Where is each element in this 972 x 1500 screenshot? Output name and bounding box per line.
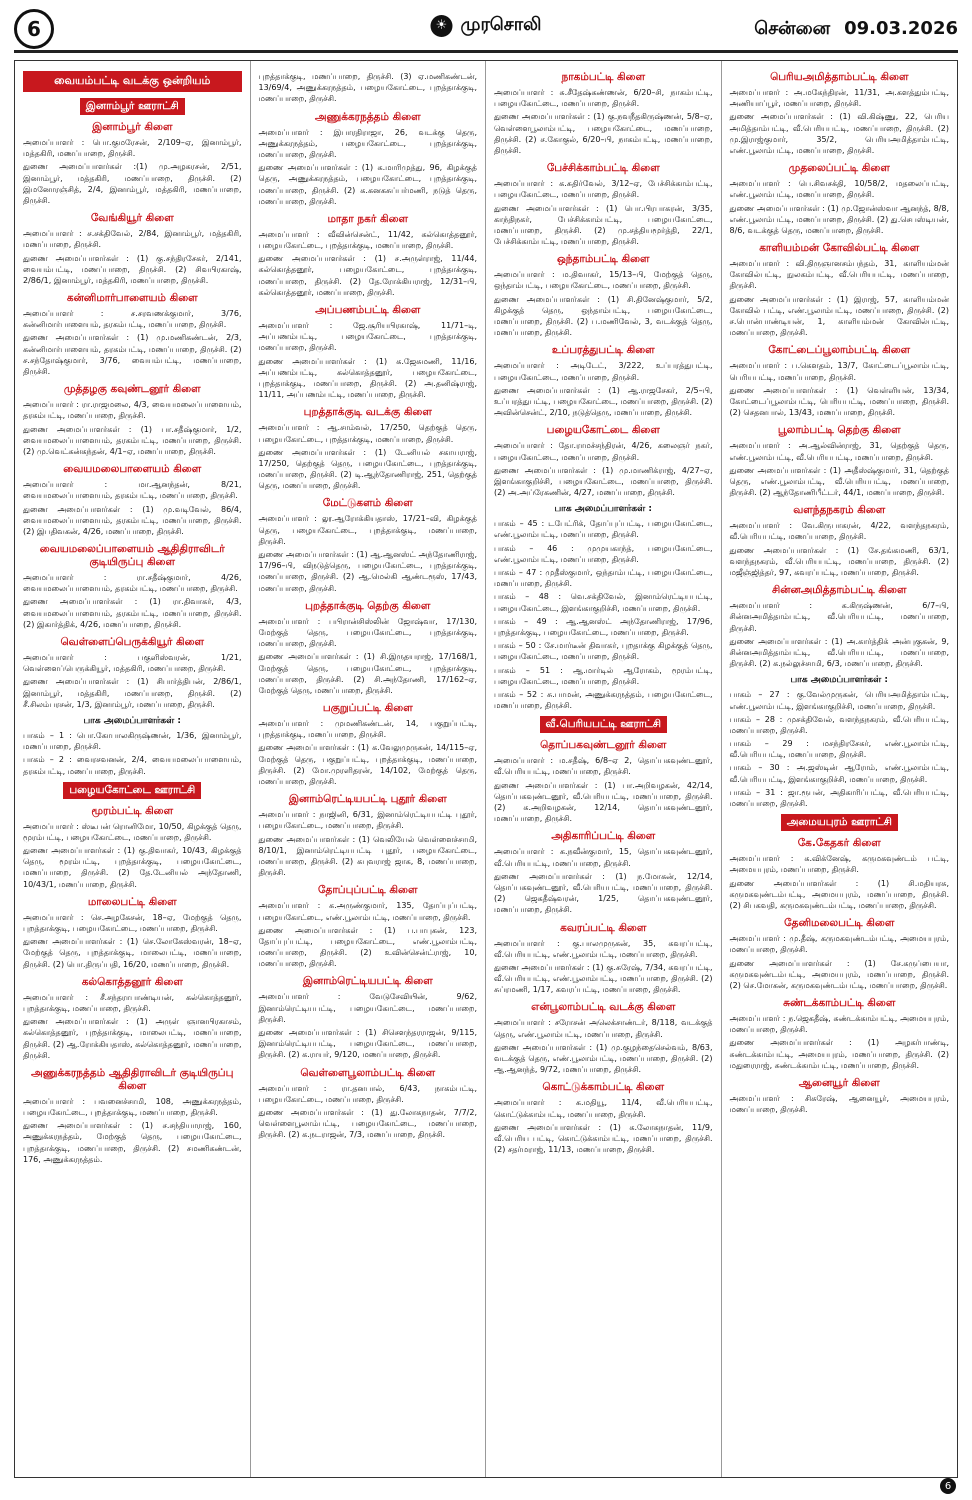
branch-heading: கொட்டுக்காம்பட்டி கிளை [542,1081,665,1094]
organizer-entry: அமைப்பாளர் : வி.திருஞானசம்பந்தம், 31, காளியம்மன் கோவில்பட்டி, நுலகம்பட்டி, வீ.பெரியபட்டி, மணப்பாறை, திருச்சி. [729,259,949,291]
organizer-entry: அமைப்பாளர் : கு.பாலமுருகன், 35, கவரப்பட்டி, வீ.பெரியபட்டி, எண்.பூலாம்பட்டி, மணப்பாறை, திருச்சி. [494,938,713,959]
branch-heading: பகுறுப்பட்டி கிளை [322,702,413,715]
branch-heading: ஆனையூர் கிளை [798,1077,880,1089]
organizer-entry: அமைப்பாளர் : வீவின்சென்ட், 11/42, கல்கொத்தனூர், பழையகோட்டை, புறத்தாக்குடி, மணப்பாறை, திருச்சி. [258,229,477,251]
union-heading: இனாம்பூர் ஊராட்சி [80,98,185,115]
branch-heading: வேங்கியூர் கிளை [90,212,174,225]
deputy-entry: துணை அமைப்பாளர்கள் : (1) மு.மணிகண்டன், 2/3, கன்னிமார்பாளையம், தரகம்பட்டி, மணப்பாறை, திருச்சி. (2) ச.சந்தோஷ்குமார், 3/76, வையம்பட்டி, மணப்பாறை, திருச்சி. [23,333,242,376]
branch-heading: என்பூலாம்பட்டி வடக்கு கிளை [531,1001,676,1014]
deputy-entry: துணை அமைப்பாளர்கள் : (1) டேனியல் சகாயராஜ், 17/250, தெற்குத் தெரு, பழையகோட்டை, புறத்தாக்குடி, மணப்பாறை, திருச்சி. (2) டி.ஆந்தோணிராஜ், 251, தெற்குத் தெரு, மணப்பாறை, திருச்சி. [258,447,477,491]
branch-heading: முதலைப்பட்டி கிளை [788,162,890,175]
bagam-entry: பாகம் – 28 : முசக்திவேல், வளந்தநகரம், வீ.பெரியபட்டி, மணப்பாறை, திருச்சி. [729,714,949,735]
organizer-entry: அமைப்பாளர் : அடிடேட், 3/222, உப்பரத்துபட்டி, பழையகோட்டை, மணப்பாறை, திருச்சி. [494,361,713,382]
continued-entry: புறத்தாக்குடி, மணப்பாறை, திருச்சி. (3) ஏ.மணிகண்டன், 13/69/4, அணுக்கரநத்தம், பழையகோட்டை, புறத்தாக்குடி, மணப்பாறை, திருச்சி. [258,72,477,104]
deputy-entry: துணை அமைப்பாளர்கள் : (1) வெலியேல் வெள்ளைச்சாமி, 8/10/1, இனாம்ரெட்டியபட்டி புதூர், பழையகோட்டை, மணப்பாறை, திருச்சி. (2) கபுவராஜ் ஜாக, 8, மணப்பாறை, திருச்சி. [258,834,477,878]
organizer-entry: அமைப்பாளர் : சு.சீதேஷ்கண்ணன், 6/20–சி, நாகம்பட்டி, பழையகோட்டை, மணப்பாறை, திருச்சி. [494,88,713,109]
organizer-entry: அமைப்பாளர் : பொ.குமரேசன், 2/109–ஏ, இனாம்பூர், மத்தகிரி, மணப்பாறை, திருச்சி. [23,138,242,159]
deputy-entry: துணை அமைப்பாளர்கள் : (1) க.ஜேசுமணி, 11/16, அப்பணம்பட்டி, கல்கொத்தனூர், பழையகோட்டை, புறத்தாக்குடி, மணப்பாறை, திருச்சி. (2) அ.தனிஷ்ராஜ், 11/11, அப்பணம்பட்டி, மணப்பாறை, திருச்சி. [258,356,477,400]
organizer-entry: அமைப்பாளர் : இபாரதிராஜா, 26, வடக்கு தெரு, அணுக்கரநத்தம், பழையகோட்டை, புறத்தாக்குடி, மணப்பாறை, திருச்சி. [258,127,477,159]
branch-heading: மாலைபட்டி கிளை [87,895,177,908]
organizer-entry: அமைப்பாளர் : வே.கிருபாகரன், 4/22, வளந்தநகரம், வீ.பெரியபட்டி, மணப்பாறை, திருச்சி. [729,521,949,542]
branch-heading: சுண்டக்காம்பட்டி கிளை [783,997,896,1010]
branch-heading: வளந்தநகரம் கிளை [793,504,886,517]
bagam-heading: பாக அமைப்பாளர்கள் : [790,675,889,686]
bagam-entry: பாகம் – 31 : ஜா.ரூபன், அதிகாரிப்பட்டி, வீ.பெரியபட்டி, மணப்பாறை, திருச்சி. [729,787,949,808]
edition-date: 09.03.2026 [844,17,958,39]
branch-heading: தோப்புப்பட்டி கிளை [318,884,418,897]
column-3 [486,61,722,1477]
organizer-entry: அமைப்பாளர் : ஆ.சாம்வல், 17/250, தெற்குத் தெரு, பழையகோட்டை, புறத்தாக்குடி, மணப்பாறை, திருச்சி. [258,423,477,444]
deputy-entry: துணை அமைப்பாளர்கள் : (1) சி.மதியரசு, கருமகவுண்டம்பட்டி, அமையபுரம், மணப்பாறை, திருச்சி. (2) சிபகவதி, கருமகவுண்டம்பட்டி, மணப்பாறை, திருச்சி. [729,878,949,910]
organizer-entry: அமைப்பாளர் : ச.சக்திவேல், 2/84, இனாம்பூர், மத்தகிரி, மணப்பாறை, திருச்சி. [23,229,242,250]
deputy-entry: துணை அமைப்பாளர்கள் : (1) பொ.பிரபாகரன், 3/35, காந்திநகர், பேச்சிக்காம்பட்டி, பழையகோட்டை, மணப்பாறை, திருச்சி. (2) மு.சத்தியமூர்த்தி, 22/1, பேச்சிக்காம்பட்டி, மணப்பாறை, திருச்சி. [494,203,713,247]
deputy-entry: துணை அமைப்பாளர்கள் : (1) மு.குழந்தைசெல்வம், 8/63, வடக்குத் தெரு, எண்.பூலாம்பட்டி, மணப்பாறை, திருச்சி. (2) ஆ.ஆனந்த், 9/72, மணப்பாறை, திருச்சி. [494,1042,713,1075]
organizer-entry: அமைப்பாளர் : ஸ்டீபன் ரொனிமோ, 10/50, கிழக்குத் தெரு, மூரம்பட்டி, பழையகோட்டை, மணப்பாறை, திருச்சி. [23,821,242,842]
deputy-entry: துணை அமைப்பாளர்கள் : (1) ப.பாபுகன், 123, தோப்புப்பட்டி, பழையகோட்டை, எண்.பூலாம்பட்டி, மணப்பாறை, திருச்சி. (2) உவின்சென்ட்ராஜ், 10, மணப்பாறை, திருச்சி. [258,925,477,969]
organizer-entry: அமைப்பாளர் : க.கிருஷ்ணன், 6/7–பி, சின்னஅமித்தாம்பட்டி, வீ.பெரியபட்டி, மணப்பாறை, திருச்சி. [729,601,949,633]
branch-heading: அதிகாரிப்பட்டி கிளை [551,830,656,843]
branch-heading: அணுக்கரநத்தம் ஆதிதிராவிடர் குடியிருப்பு கிளை [31,1066,234,1092]
bagam-entry: பாகம் – 47 : முதீஸ்குமார், ஒந்தாம்பட்டி, பழையகோட்டை, மணப்பாறை, திருச்சி. [494,568,713,589]
sun-logo-icon: ☀ [431,15,453,37]
organizer-entry: அமைப்பாளர் : சரோசன் அலெக்சாண்டர், 8/118, வடக்குத் தெரு, எண்.பூலாம்பட்டி, மணப்பாறை, திருச்சி. [494,1018,713,1039]
bagam-entry: பாகம் – 49 : ஆ.ஆனஸ்ட் அந்தோணிராஜ், 17/96, புறத்தாக்குடி, பழையகோட்டை, மணப்பாறை, திருச்சி. [494,616,713,637]
deputy-entry: துணை அமைப்பாளர்கள் : (1) கு.சந்திரசேகர், 2/141, வையம்பட்டி, மணப்பாறை, திருச்சி. (2) சிவபிரகாஷ், 2/86/1, இனாம்பூர், மத்தகிரி, மணப்பாறை, திருச்சி. [23,253,242,285]
deputy-entry: துணை அமைப்பாளர்கள் : (1) சிசௌந்தரராஜன், 9/115, இனாம்ரெட்டியபட்டி, பழையகோட்டை, மணப்பாறை, திருச்சி. (2) க.ராயர், 9/120, மணப்பாறை, திருச்சி. [258,1028,477,1060]
bagam-heading: பாக அமைப்பாளர்கள் : [554,504,653,515]
bagam-entry: பாகம் – 1 : பொ.கோபாலகிருஷ்ணன், 1/36, இனாம்பூர், மணப்பாறை, திருச்சி. [23,730,242,752]
organizer-entry: அமைப்பாளர் : வேடுசேவியின், 9/62, இனாம்ரெட்டியபட்டி, பழையகோட்டை, மணப்பாறை, திருச்சி. [258,992,477,1024]
masthead [14,8,958,53]
organizer-entry: அமைப்பாளர் : நாஜினி, 6/31, இனாம்ரெட்டியபட்டி புதூர், பழையகோட்டை, மணப்பாறை, திருச்சி. [258,810,477,831]
bagam-heading: பாக அமைப்பாளர்கள் : [83,715,182,726]
page-number-badge: 6 [14,9,54,49]
branch-heading: வையமலைப்பாளையம் ஆதிதிராவிடர் குடியிருப்பு கிளை [39,543,225,569]
organizer-entry: அமைப்பாளர் : பவனைச்சாமி, 108, அணுக்கரநத்தம், பழையகோட்டை, புறத்தாக்குடி, மணப்பாறை, திருச்சி. [23,1096,242,1118]
organizer-entry: அமைப்பாளர் : லூ.ஆரோக்கியதாஸ், 17/21–வி, கிழக்குத் தெரு, பழையகோட்டை, புறத்தாக்குடி, மணப்பாறை, திருச்சி. [258,514,477,546]
organizer-entry: அமைப்பாளர் : சிசுரேஷ், ஆனையூர், அமையபுரம், மணப்பாறை, திருச்சி. [729,1094,949,1115]
branch-heading: வெள்ளைப்பெருக்கியூர் கிளை [60,636,205,648]
branch-heading: பேச்சிக்காம்பட்டி கிளை [546,162,660,175]
branch-heading: புறத்தாக்குடி தெற்கு கிளை [305,599,431,612]
deputy-entry: துணை அமைப்பாளர்கள் : (1) அருள் ஞானபிரகாசம், கல்கொத்தனூர், புறத்தாக்குடி, மாலைபட்டி, மணப்பாறை, திருச்சி. (2) ஆ.ரோக்கியதாஸ், கல்கொத்தனூர், மணப்பாறை, திருச்சி. [23,1017,242,1060]
organizer-entry: அமைப்பாளர் : க.சுதிர்வேல், 3/12–ஏ, பேச்சிக்காம்பட்டி, பழையகோட்டை, மணப்பாறை, திருச்சி. [494,179,713,200]
deputy-entry: துணை அமைப்பாளர்கள் : (1) பா.சதீஷ்குமார், 1/2, வையமலைப்பாளையம், தரகம்பட்டி, மணப்பாறை, திருச்சி. (2) மு.வெட்கன்கந்தன், 4/1–ஏ, மணப்பாறை, திருச்சி. [23,424,242,456]
organizer-entry: அமைப்பாளர் : பெ.சிவசக்தி, 10/58/2, மதலைப்பட்டி, எண்.பூலாம்பட்டி, மணப்பாறை, திருச்சி. [729,179,949,200]
deputy-entry: துணை அமைப்பாளர்கள் : (1) து.லோகநாதன், 7/7/2, வெள்ளைபூலாம்பட்டி, பழையகோட்டை, மணப்பாறை, திருச்சி. (2) க.நடராஜன், 7/3, மணப்பாறை, திருச்சி. [258,1107,477,1140]
content-frame [14,60,958,1478]
branch-heading: மேட்டுகளம் கிளை [322,497,413,510]
deputy-entry: துணை அமைப்பாளர்கள் : (1) கு.சுரேஷ், 7/34, கவரப்பட்டி, வீ.பெரியபட்டி, எண்.பூலாம்பட்டி, மணப்பாறை, திருச்சி. (2) சுப்ரமணி, 1/17, கவரப்பட்டி, மணப்பாறை, திருச்சி. [494,962,713,995]
branch-heading: கவரப்பட்டி கிளை [560,921,647,934]
deputy-entry: துணை அமைப்பாளர்கள் : (1) ஆ.ஆனஸ்ட் அந்தோணிராஜ், 17/96–பி, விநடுத்தெரு, பழையகோட்டை, புறத்தாக்குடி, மணப்பாறை, திருச்சி. (2) ஆ.மெல்கி ஆண்டரூஸ், 17/43, மணப்பாறை, திருச்சி. [258,550,477,593]
deputy-entry: துணை அமைப்பாளர்கள் : (1) சி.தினேஷ்குமார், 5/2, கிழக்குத் தெரு, ஒந்தாம்பட்டி, பழையகோட்டை, மணப்பாறை, திருச்சி. (2) ப.மணிவேல், 3, வடக்குத் தெரு, மணப்பாறை, திருச்சி. [494,294,713,338]
deputy-entry: துணை அமைப்பாளர்கள் : (1) செ.லோகேஸ்வரன், 18–ஏ, மேற்குத் தெரு, புறத்தாக்குடி, மாலைபட்டி, மணப்பாறை, திருச்சி. (2) பொ.திருப்பதி, 16/20, மணப்பாறை, திருச்சி. [23,937,242,969]
branch-heading: பெரியஅமித்தாம்பட்டி கிளை [770,71,909,83]
deputy-entry: துணை அமைப்பாளர்கள் : (1) வி.கிஷ்ணு, 22, பெரிய அமித்தாம்பட்டி, வீ.பெரியபட்டி, மணப்பாறை, திருச்சி. (2) மு.இராஜ்குமார், 35/2, பெரியஅமித்தாம்பட்டி, எண்.பூலாம்பட்டி, மணப்பாறை, திருச்சி. [729,112,949,155]
deputy-entry: துணை அமைப்பாளர்கள் : (1) மு.வடிவேல், 86/4, வையமலைப்பாளையம், தரகம்பட்டி, மணப்பாறை, திருச்சி. (2) இபதிவகன், 4/26, மணப்பாறை, திருச்சி. [23,504,242,536]
footer-page-number: 6 [940,1478,956,1494]
deputy-entry: துணை அமைப்பாளர்கள் : (1) கு.நவநீதகிருஷ்ணன், 5/8–ஏ, வெள்ளைபூலாம்பட்டி, பழையகோட்டை, மணப்பாறை, திருச்சி. (2) ச.கோகுல், 6/20–பி, நாகம்பட்டி, மணப்பாறை, திருச்சி. [494,112,713,155]
organizer-entry: அமைப்பாளர் : சீ.சந்தராபாண்டியன், கல்கொத்தனூர், புறத்தாக்குடி, மணப்பாறை, திருச்சி. [23,992,242,1013]
deputy-entry: துணை அமைப்பாளர்கள் : (1) ஆ.ராஜசேகர், 2/5–பி, உப்பரத்துபட்டி, பழையகோட்டை, மணப்பாறை, திருச்சி. (2) அவின்சென்ட், 2/10, நடுத்தெரு, மணப்பாறை, திருச்சி. [494,385,713,418]
branch-heading: இனாம்ரெட்டியபட்டி புதூர் கிளை [288,793,447,806]
branch-heading: மூரம்பட்டி கிளை [91,804,174,817]
organizer-entry: அமைப்பாளர் : செ.அழகேசன், 18–ஏ, மேற்குத் தெரு, புறத்தாக்குடி, பழையகோட்டை, மணப்பாறை, திருச்சி. [23,912,242,933]
branch-heading: கல்கொத்தனூர் கிளை [81,975,183,988]
deputy-entry: துணை அமைப்பாளர்கள் : (1) ரா.திவாகர், 4/3, வையமலைப்பாளையம், தரகம்பட்டி, மணப்பாறை, திருச்சி. (2) இகார்த்திக், 4/26, மணப்பாறை, திருச்சி. [23,597,242,629]
branch-heading: உப்பரத்துபட்டி கிளை [551,344,655,357]
deputy-entry: துணை அமைப்பாளர்கள் : (1) சி.இருதயராஜ், 17/168/1, மேற்குத் தெரு, பழையகோட்டை, புறத்தாக்குடி, மணப்பாறை, திருச்சி. (2) சி.அந்தோணி, 17/162–ஏ, மேற்குத் தெரு, மணப்பாறை, திருச்சி. [258,652,477,695]
deputy-entry: துணை அமைப்பாளர்கள் : (1) அ.கார்த்திக் அன்புகுகன், 9, சின்னஅமித்தாம்பட்டி, வீ.பெரியபட்டி, மணப்பாறை, திருச்சி. (2) க.நல்லுச்சாமி, 6/3, மணப்பாறை, திருச்சி. [729,636,949,669]
organizer-entry: அமைப்பாளர் : ஜே.சூரியபிரகாஷ், 11/71–டி, அப்பணம்பட்டி, பழையகோட்டை, புறத்தாக்குடி, மணப்பாறை, திருச்சி. [258,321,477,353]
deputy-entry: துணை அமைப்பாளர்கள் : (1) இராஜ், 57, காளியம்மன் கோவில் பட்டி, எண்.பூலாம்பட்டி, மணப்பாறை, திருச்சி. (2) ச.பொன்பாண்டியன், 1, காளியம்மன் கோவில்பட்டி, மணப்பாறை, திருச்சி. [729,294,949,338]
organizer-entry: அமைப்பாளர் : ந.ஜெகதீஷ், சுண்டக்காம்பட்டி, அமையபுரம், மணப்பாறை, திருச்சி. [729,1014,949,1035]
bagam-entry: பாகம் – 30 : அ.ஜஸ்டின் ஆரோம், எண்.பூலாம்பட்டி, வீ.பெரியபட்டி, இளங்காகுறிச்சி, மணப்பாறை, திருச்சி. [729,763,949,784]
deputy-entry: துணை அமைப்பாளர்கள் : (1) சே.கருப்பையா, கருமகவுண்டம்பட்டி, அமையபுரம், மணப்பாறை, திருச்சி. (2) செ.மோகன், கருமகவுண்டம்பட்டி, மணப்பாறை, திருச்சி. [729,958,949,990]
bagam-entry: பாகம் – 29 : மசந்திரசேகர், எண்.பூலாம்பட்டி, வீ.பெரியபட்டி, மணப்பாறை, திருச்சி. [729,739,949,760]
deputy-entry: துணை அமைப்பாளர்கள் : (1) ச.அருள்ராஜ், 11/44, கல்கொத்தனூர், பழையகோட்டை, புறத்தாக்குடி, மணப்பாறை, திருச்சி. (2) தே.ரோக்கியராஜ், 12/31–பி, கல்கொத்தனூர், மணப்பாறை, திருச்சி. [258,254,477,297]
branch-heading: தேனிமலைபட்டி கிளை [784,917,895,930]
deputy-entry: துணை அமைப்பாளர்கள் : (1) க.மாரிமுத்து, 96, கிழக்குத் தெரு, அணுக்கரநத்தம், பழையகோட்டை, புறத்தாக்குடி, மணப்பாறை, திருச்சி. (2) க.கனகசுப்பர்மணி, நடுத் தெரு, மணப்பாறை, திருச்சி. [258,163,477,206]
organizer-entry: அமைப்பாளர் : க.நவீன்குமார், 15, தொப்பகவுண்டனூர், வீ.பெரியபட்டி, மணப்பாறை, திருச்சி. [494,847,713,868]
organizer-entry: அமைப்பாளர் : ம.திவாகர், 15/13–பி, மேற்குத் தெரு, ஒந்தாம்பட்டி, பழையகோட்டை, மணப்பாறை, திருச்சி. [494,270,713,291]
organizer-entry: அமைப்பாளர் : அ.ஆல்வின்ராஜ், 31, தெற்குத் தெரு, எண்.பூலாம்பட்டி, வீ.பெரியபட்டி, மணப்பாறை, திருச்சி. [729,441,949,462]
organizer-entry: அமைப்பாளர் : மு.தீஷ், கருமகவுண்டம்பட்டி, அமையபுரம், மணப்பாறை, திருச்சி. [729,934,949,955]
paper-name: முரசொலி [460,14,542,35]
deputy-entry: துணை அமைப்பாளர்கள் :(1) மு.அழகரசன், 2/51, இனாம்பூர், மத்தகிரி, மணப்பாறை, திருச்சி. (2) இமனோரஞ்சித், 2/4, இனாம்பூர், மத்தகிரி, மணப்பாறை, திருச்சி. [23,162,242,205]
branch-heading: வையமலைபாளையம் கிளை [63,463,202,476]
bagam-entry: பாகம் – 48 : வெ.சக்திவேல், இனாம்ரெட்டியபட்டி, பழையகோட்டை, இளங்காகுறிச்சி, மணப்பாறை, திருச்சி. [494,592,713,613]
branch-heading: கன்னிமார்பாளையம் கிளை [66,292,198,305]
deputy-entry: துணை அமைப்பாளர்கள் : (1) கு.திவாகர், 10/43, கிழக்குத் தெரு, மூரம்பட்டி, புறத்தாக்குடி, பழையகோட்டை, மணப்பாறை, திருச்சி. (2) தே.டேனியல் அந்தோணி, 10/43/1, மணப்பாறை, திருச்சி. [23,846,242,889]
paper-title [431,14,542,37]
organizer-entry: அமைப்பாளர் : அ.மகேந்திரன், 11/31, அ.களத்தும்பட்டி, அணியாப்பூர், மணப்பாறை, திருச்சி. [729,88,949,109]
column-4 [722,61,958,1477]
branch-heading: இனாம்ரெட்டியபட்டி கிளை [302,975,433,988]
section-band: வையம்பட்டி வடக்கு ஒன்றியம் [23,71,242,92]
bagam-entry: பாகம் – 45 : டபேட்ரிக், தோப்புப்பட்டி, பழையகோட்டை, எண்.பூலாம்பட்டி, மணப்பாறை, திருச்சி. [494,519,713,540]
column-1 [15,61,251,1477]
organizer-entry: அமைப்பாளர் : க.விக்னேஷ், கருமகவுண்டம் பட்டி, அமையபுரம், மணப்பாறை, திருச்சி. [729,854,949,875]
branch-heading: பழையகோட்டை கிளை [546,424,660,437]
deputy-entry: துணை அமைப்பாளர்கள் : (1) ச.சந்தியாராஜ், 160, அணுக்கரநத்தம், மேற்குத் தெரு, பழையகோட்டை, புறத்தாக்குடி, மணப்பாறை, திருச்சி. (2) சமணிகண்டன், 176, அணுக்கரநத்தம். [23,1121,242,1164]
branch-heading: காளியம்மன் கோவில்பட்டி கிளை [759,242,920,255]
deputy-entry: துணை அமைப்பாளர்கள் : (1) சே.தங்கமணி, 63/1, வளந்தநகரம், வீ.பெரியபட்டி, மணப்பாறை, திருச்சி. (2) மஜீஞ்ஜித்தர், 97, கவரப்பட்டி, மணப்பாறை, திருச்சி. [729,545,949,577]
branch-heading: வெள்ளைபூலாம்பட்டி கிளை [300,1066,436,1079]
branch-heading: புறத்தாக்குடி வடக்கு கிளை [303,406,432,419]
branch-heading: அப்பணம்பட்டி கிளை [315,304,421,316]
branch-heading: மாதா நகர் கிளை [327,212,409,225]
branch-heading: முத்தழகு கவுண்டனூர் கிளை [63,383,201,396]
organizer-entry: அமைப்பாளர் : ச.சரவணக்குமார், 3/76, கன்னிமார்பாளையம், தரகம்பட்டி, மணப்பாறை, திருச்சி. [23,309,242,330]
column-2 [251,61,487,1477]
branch-heading: கே.கேதகர் கிளை [797,837,881,850]
organizer-entry: அமைப்பாளர் : பகுளிஸ்வரன், 1/21, வெள்ளைப்பெருக்கியூர், மத்தகிரி, மணப்பாறை, திருச்சி. [23,653,242,674]
bagam-entry: பாகம் – 46 : முமுயகாந்த், பழையகோட்டை, எண்.பூலாம்பட்டி, மணப்பாறை, திருச்சி. [494,543,713,564]
organizer-entry: அமைப்பாளர் : பபிரான்சிஸ்லின் ஜோஷ்வா, 17/130, மேற்குத் தெரு, பழையகோட்டை, புறத்தாக்குடி, மணப்பாறை, திருச்சி. [258,616,477,649]
deputy-entry: துணை அமைப்பாளர்கள் : (1) வெள்ளியன், 13/34, கோட்டைப்பூலாம்பட்டி, பெரியபட்டி, மணப்பாறை, திருச்சி. (2) செதனபால், 13/43, மணப்பாறை, திருச்சி. [729,385,949,418]
bagam-entry: பாகம் – 50 : சே.மார்டீன் திவாகர், புறதாக்கு கிழக்குத் தெரு, பழையகோட்டை, மணப்பாறை, திருச்சி. [494,641,713,662]
branch-heading: சின்னஅமித்தாம்பட்டி கிளை [772,584,907,597]
branch-heading: பூலாம்பட்டி தெற்கு கிளை [777,424,901,437]
organizer-entry: அமைப்பாளர் : முமணிகண்டன், 14, பகுறுப்பட்டி, புறத்தாக்குடி, மணப்பாறை, திருச்சி. [258,719,477,740]
bagam-entry: பாகம் – 2 : வைரசவனன், 2/4, வையமலைப்பாளையம், தரகம்பட்டி, மணப்பாறை, திருச்சி. [23,755,242,776]
edition-info [740,18,958,41]
deputy-entry: துணை அமைப்பாளர்கள் : (1) மு.ஜோன்ஸ்வா ஆனந்த், 8/8, எண்.பூலாம்பட்டி, மணப்பாறை, திருச்சி. (2) து.செபஸ்டியன், 8/6, வடக்குத் தெரு, மணப்பாறை, திருச்சி. [729,203,949,235]
deputy-entry: துணை அமைப்பாளர்கள் : (1) அழகர்பாண்டி, சுண்டக்காம்பட்டி, அமையபுரம், மணப்பாறை, திருச்சி. (2) மதுரைராஜ், சுண்டக்காம்பட்டி, மணப்பாறை, திருச்சி. [729,1038,949,1070]
deputy-entry: துணை அமைப்பாளர்கள் : (1) பா.அறிவழகன், 42/14, தொப்பகவுண்டனூர், வீ.பெரியபட்டி, மணப்பாறை, திருச்சி. (2) க.அறிவழகன், 12/14, தொப்பகவுண்டனூர், மணப்பாறை, திருச்சி. [494,780,713,824]
union-heading: பழையகோட்டை ஊராட்சி [63,782,201,799]
deputy-entry: துணை அமைப்பாளர்கள் : (1) க.லோகநாதன், 11/9, வீ.பெரிய பட்டி, கொட்டுக்காம்பட்டி, மணப்பாறை, திருச்சி. (2) சதர்மராஜ், 11/13, மணப்பாறை, திருச்சி. [494,1122,713,1155]
branch-heading: கோட்டைப்பூலாம்பட்டி கிளை [768,344,911,357]
branch-heading: நாகம்பட்டி கிளை [561,71,646,83]
organizer-entry: அமைப்பாளர் : ம.சதீஷ், 6/8–ஏ 2, தொப்பகவுண்டனூர், வீ.பெரியபட்டி, மணப்பாறை, திருச்சி. [494,756,713,777]
deputy-entry: துணை அமைப்பாளர்கள் : (1) ந.மோகன், 12/14, தொப்பகவுண்டனூர், வீ.பெரியபட்டி, மணப்பாறை, திருச்சி. (2) ஜெகதீஷ்வரன், 1/25, தொப்பகவுண்டனூர், மணப்பாறை, திருச்சி. [494,871,713,915]
organizer-entry: அமைப்பாளர் : ரா.தனபால், 6/43, நாகம்பட்டி, பழையகோட்டை, மணப்பாறை, திருச்சி. [258,1083,477,1104]
branch-heading: இனாம்பூர் கிளை [92,121,173,133]
branch-heading: அணுக்கரநத்தம் கிளை [314,110,421,123]
organizer-entry: அமைப்பாளர் : ரா.சதீஷ்குமார், 4/26, வையமலைப்பாளையம், தரகம்பட்டி, மணப்பாறை, திருச்சி. [23,573,242,594]
deputy-entry: துணை அமைப்பாளர்கள் : (1) க.வேலுமுருகன், 14/115–ஏ, மேற்குத் தெரு, பகுறுப்பட்டி, புறத்தாக்குடி, மணப்பாறை, திருச்சி. (2) மோ.முரளிதரன், 14/102, மேற்குத் தெரு, மணப்பாறை, திருச்சி. [258,743,477,786]
deputy-entry: துணை அமைப்பாளர்கள் : (1) சிபார்த்திபன், 2/86/1, இனாம்பூர், மத்தகிரி, மணப்பாறை, திருச்சி. (2) சீ.சிலம்பரசன், 1/3, இனாம்பூர், மணப்பாறை, திருச்சி. [23,677,242,709]
bagam-entry: பாகம் – 51 : ஆ.மார்டில் ஆரோகம், மூரம்பட்டி, பழையகோட்டை, மணப்பாறை, திருச்சி. [494,665,713,686]
organizer-entry: அமைப்பாளர் : ப.கௌதம், 13/7, கோட்டைப்பூலாம்பட்டி, பெரியபட்டி, மணப்பாறை, திருச்சி. [729,361,949,382]
edition-city: சென்னை [754,17,831,39]
organizer-entry: அமைப்பாளர் : க.அருண்குமார், 135, தோப்புப்பட்டி, பழையகோட்டை, எண்.பூலாம்பட்டி, மணப்பாறை, திருச்சி. [258,901,477,922]
organizer-entry: அமைப்பாளர் : மா.ஆனந்தன், 8/21, வையமலைப்பாளையம், தரகம்பட்டி, மணப்பாறை, திருச்சி. [23,480,242,501]
organizer-entry: அமைப்பாளர் : க.மதியூ, 11/4, வீ.பெரியபட்டி, கொட்டுக்காம்பட்டி, மணப்பாறை, திருச்சி. [494,1098,713,1119]
organizer-entry: அமைப்பாளர் : ரா.ராஜமலை, 4/3, வையமலைப்பாளையம், தரகம்பட்டி, மணப்பாறை, திருச்சி. [23,400,242,421]
branch-heading: தொப்பகவுண்டனூர் கிளை [540,739,667,752]
union-heading: வீ.பெரியபட்டி ஊராட்சி [540,716,667,733]
deputy-entry: துணை அமைப்பாளர்கள் : (1) மு.மாணிக்ராஜ், 4/27–ஏ, இளங்காகுறிச்சி, பழையகோட்டை, மணப்பாறை, திருச்சி. (2) அ.அப்ரேகணின், 4/27, மணப்பாறை, திருச்சி. [494,465,713,498]
union-heading: அமையபுரம் ஊராட்சி [781,814,898,831]
organizer-entry: அமைப்பாளர் : தோ.ராமச்சந்திரன், 4/26, கலைஞர் நகர், பழையகோட்டை, மணப்பாறை, திருச்சி. [494,441,713,462]
deputy-entry: துணை அமைப்பாளர்கள் : (1) அதீஸ்ஷ்குமார், 31, தெற்குத் தெரு, எண்.பூலாம்பட்டி, வீ.பெரியபட்டி, மணப்பாறை, திருச்சி. (2) ஆந்தோணிபீட்டர், 44/1, மணப்பாறை, திருச்சி. [729,465,949,498]
bagam-entry: பாகம் – 52 : சு.பாமன், அணுக்கரநத்தம், பழையகோட்டை, மணப்பாறை, திருச்சி. [494,689,713,711]
bagam-entry: பாகம் – 27 : கு.வேல்முருகன், பெரியஅமித்தாம்பட்டி, எண்.பூலாம்பட்டி, இளங்காகுறிச்சி, மணப்பாறை, திருச்சி. [729,690,949,711]
branch-heading: ஒந்தாம்பட்டி கிளை [556,253,650,266]
